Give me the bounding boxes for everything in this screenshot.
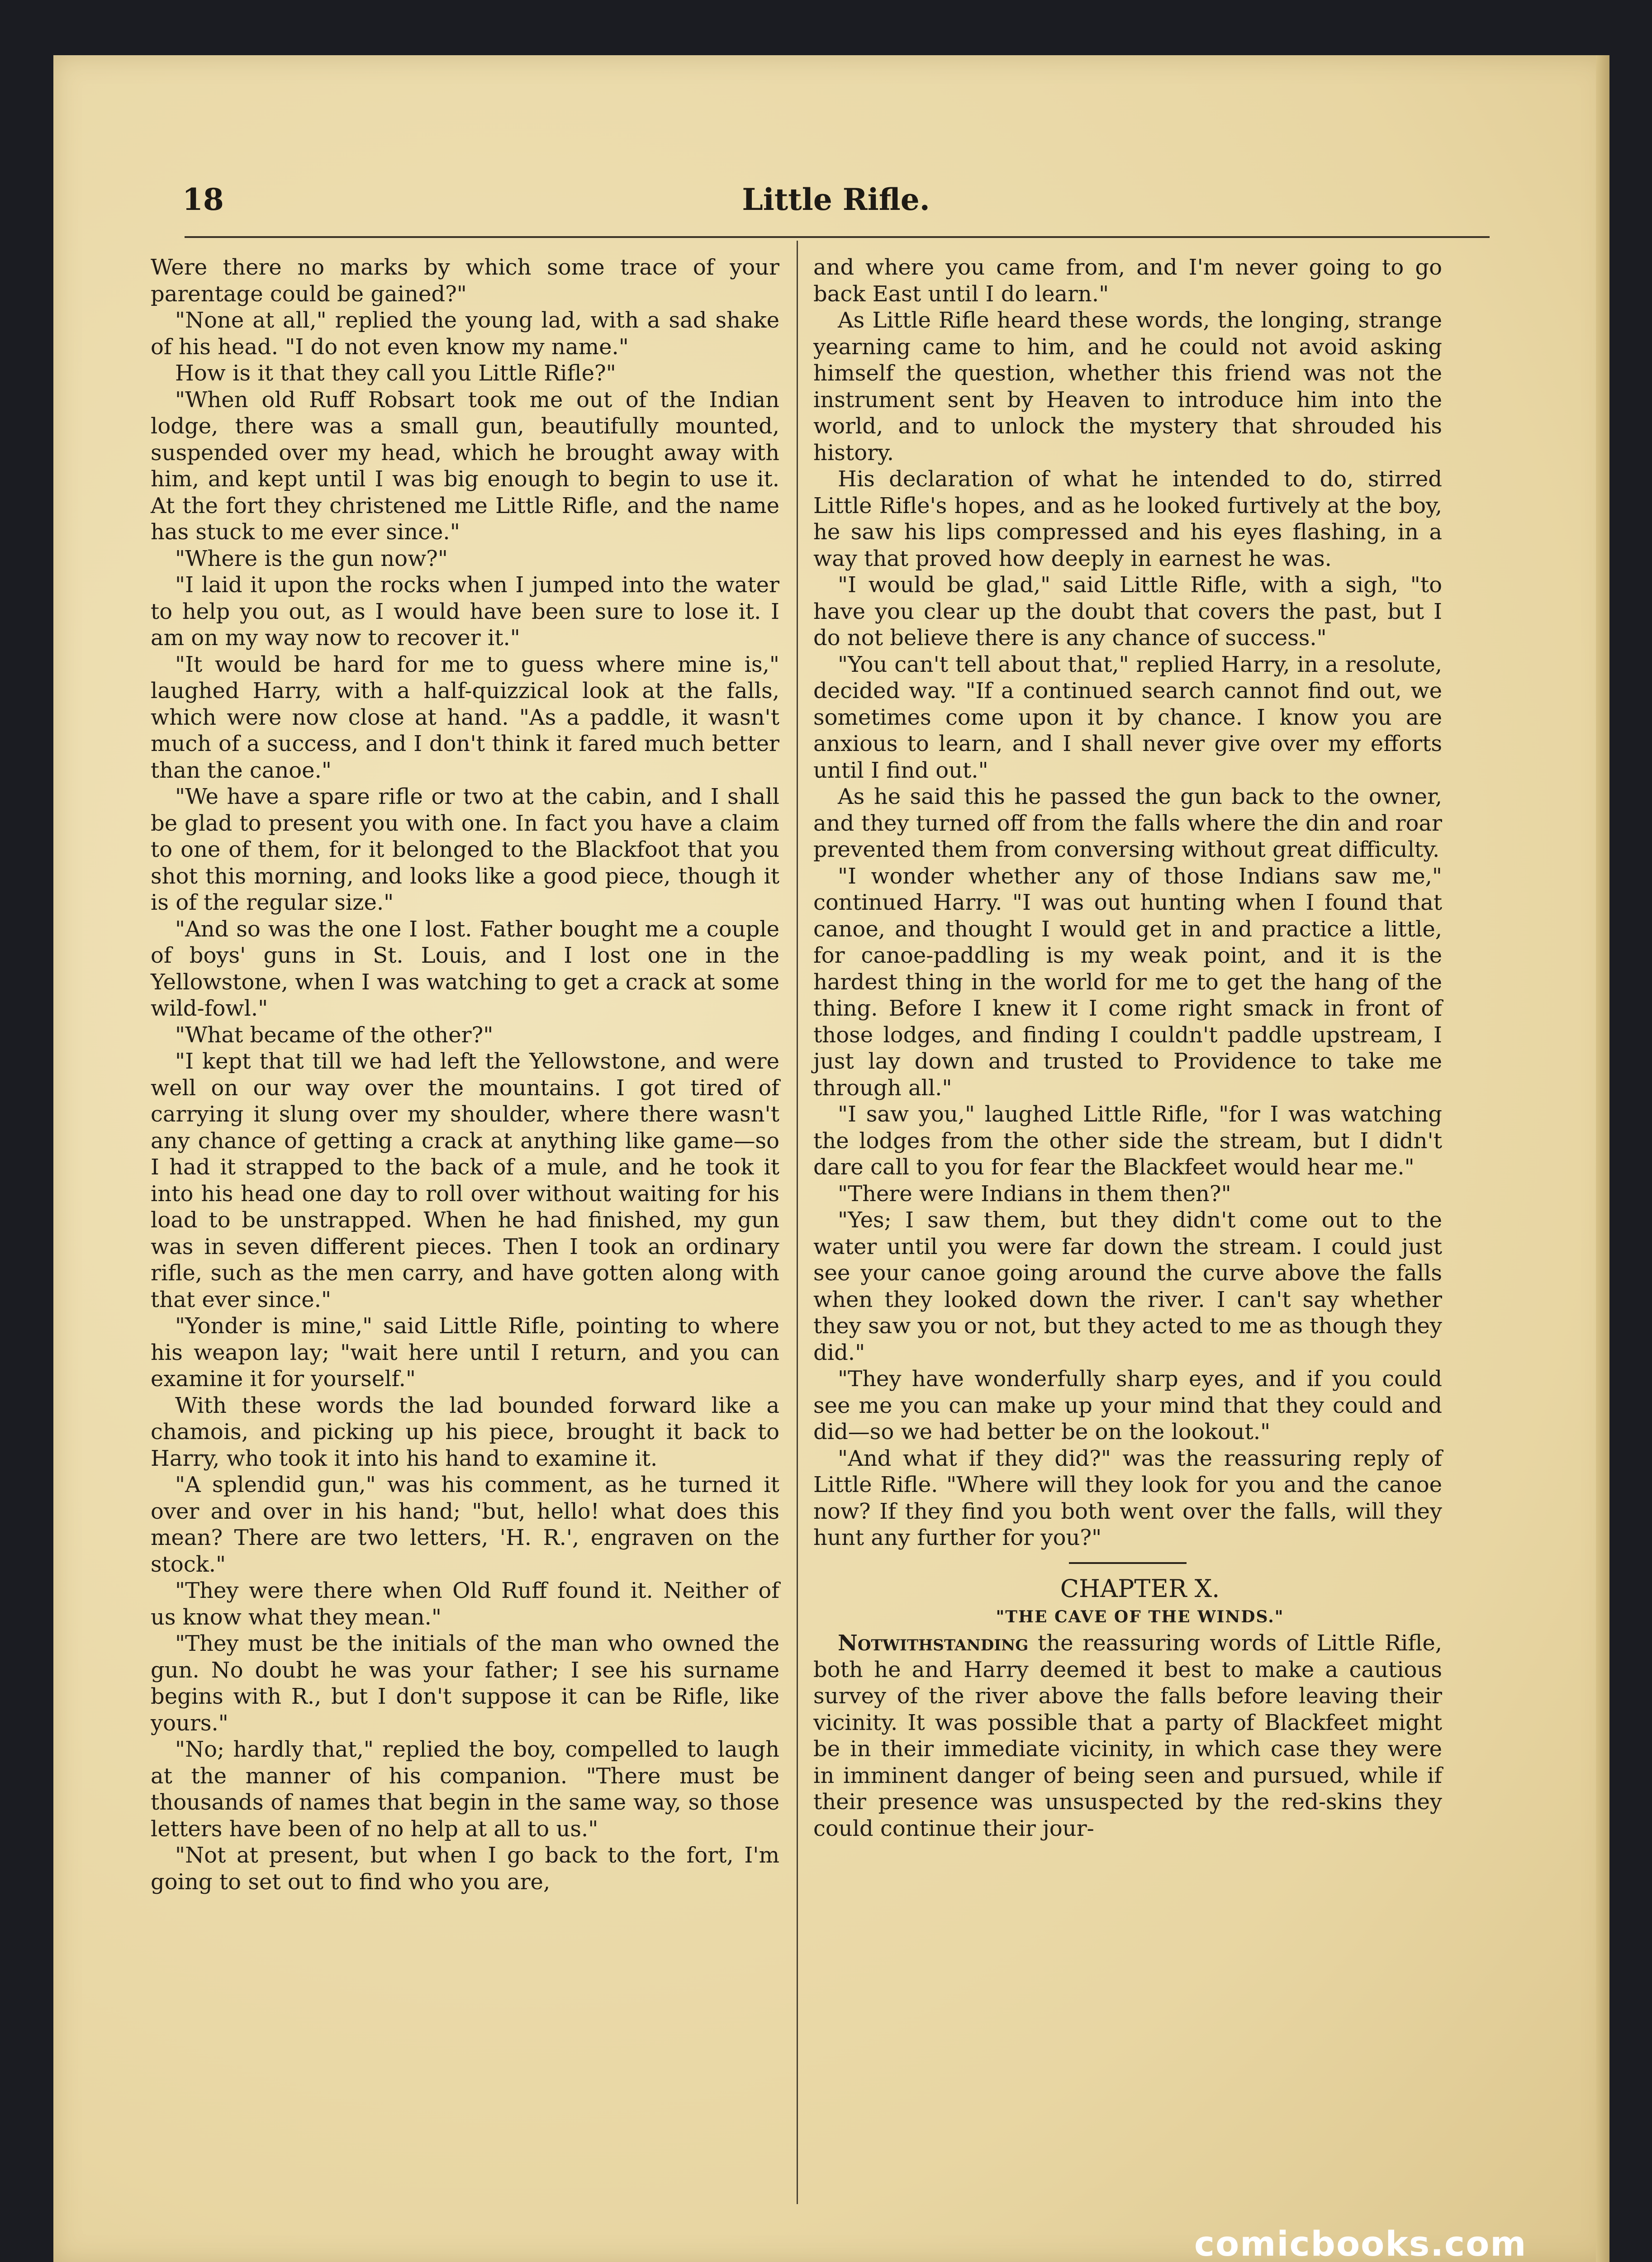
column-divider <box>797 241 798 2204</box>
right-column <box>813 254 1442 1842</box>
paragraph: As he said this he passed the gun back to the owner, and they turned off from the falls where the din and roar prevented them from conversing without great difficulty. <box>813 784 1442 862</box>
paragraph: "When old Ruff Robsart took me out of the Indian lodge, there was a small gun, beautifully mounted, suspended over my head, which he brought away with him, and kept until I was big enough to begin to use it. At the fort they christened me Little Rifle, and the name has stuck to me ever since." <box>151 387 779 545</box>
paragraph: "And what if they did?" was the reassuring reply of Little Rifle. "Where will they look for you and the canoe now? If they find you both went over the falls, will they hunt any further for you?" <box>813 1445 1442 1550</box>
paragraph: "I wonder whether any of those Indians saw me," continued Harry. "I was out hunting when I found that canoe, and thought I would get in and practice a little, for canoe-paddling is my weak point, and it is the hardest thing in the world for me to get the hang of the thing. Before I knew it I come right smack in front of those lodges, and finding I couldn't paddle upstream, I just lay down and trusted to Providence to take me through all." <box>813 863 1442 1101</box>
paragraph: "Yonder is mine," said Little Rifle, pointing to where his weapon lay; "wait here until I return, and you can examine it for yourself." <box>151 1313 779 1392</box>
paragraph: "Yes; I saw them, but they didn't come out to the water until you were far down the stream. I could just see your canoe going around the curve above the falls when they looked down the river. I can't say whether they saw you or not, but they acted to me as though they did." <box>813 1207 1442 1365</box>
chapter-lead-word: Notwithstanding <box>838 1630 1029 1656</box>
paragraph: "No; hardly that," replied the boy, compelled to laugh at the manner of his companion. "There must be thousands of names that begin in the same way, so those letters have been of no help at all to us." <box>151 1737 779 1842</box>
paragraph: "It would be hard for me to guess where mine is," laughed Harry, with a half-quizzical look at the falls, which were now close at hand. "As a paddle, it wasn't much of a success, and I don't think it fared much better than the canoe." <box>151 651 779 783</box>
page-edge <box>1596 55 1609 2262</box>
chapter-subtitle: "THE CAVE OF THE WINDS." <box>996 1607 1284 1626</box>
paragraph: "They must be the initials of the man who owned the gun. No doubt he was your father; I see his surname begins with R., but I don't suppose it can be Rifle, like yours." <box>151 1631 779 1736</box>
paragraph: How is it that they call you Little Rifle?" <box>175 361 616 386</box>
paragraph: "We have a spare rifle or two at the cabin, and I shall be glad to present you with one. In fact you have a claim to one of them, for it belonged to the Blackfoot that you shot this morning, and looks like a good piece, though it is of the regular size." <box>151 784 779 915</box>
paragraph: "They were there when Old Ruff found it. Neither of us know what they mean." <box>151 1578 779 1630</box>
paragraph: His declaration of what he intended to do, stirred Little Rifle's hopes, and as he looked furtively at the boy, he saw his lips compressed and his eyes flashing, in a way that proved how deeply in earnest he was. <box>813 466 1442 571</box>
paragraph: Were there no marks by which some trace of your parentage could be gained?" <box>151 255 779 307</box>
paragraph: As Little Rifle heard these words, the longing, strange yearning came to him, and he could not avoid asking himself the question, whether this friend was not the instrument sent by Heaven to introduce him into the world, and to unlock the mystery that shrouded his history. <box>813 308 1442 466</box>
left-column <box>151 254 779 1895</box>
paragraph: "I saw you," laughed Little Rifle, "for I was watching the lodges from the other side the stream, but I didn't dare call to you for fear the Blackfeet would hear me." <box>813 1102 1442 1180</box>
paragraph: "And so was the one I lost. Father bought me a couple of boys' guns in St. Louis, and I lost one in the Yellowstone, when I was watching to get a crack at some wild-fowl." <box>151 916 779 1021</box>
paragraph: "Not at present, but when I go back to the fort, I'm going to set out to find who you are, <box>151 1843 779 1895</box>
watermark: comicbooks.com <box>1194 2224 1527 2262</box>
paragraph: "They have wonderfully sharp eyes, and if you could see me you can make up your mind that they could and did—so we had better be on the lookout." <box>813 1366 1442 1445</box>
paragraph: "None at all," replied the young lad, with a sad shake of his head. "I do not even know my name." <box>151 308 779 360</box>
paragraph: "You can't tell about that," replied Harry, in a resolute, decided way. "If a continued search cannot find out, we sometimes come upon it by chance. I know you are anxious to learn, and I shall never give over my efforts until I find out." <box>813 651 1442 783</box>
paragraph: and where you came from, and I'm never going to go back East until I do learn." <box>813 255 1442 307</box>
paragraph: "I laid it upon the rocks when I jumped into the water to help you out, as I would have been sure to lose it. I am on my way now to recover it." <box>151 572 779 651</box>
page-header <box>182 182 1490 236</box>
paragraph: With these words the lad bounded forward like a chamois, and picking up his piece, brought it back to Harry, who took it into his hand to examine it. <box>151 1392 779 1471</box>
paragraph: "What became of the other?" <box>175 1022 494 1048</box>
chapter-first-paragraph <box>813 1630 1442 1842</box>
paragraph: "I kept that till we had left the Yellowstone, and were well on our way over the mountains. I got tired of carrying it slung over my shoulder, where there wasn't any chance of getting a crack at anything like game—so I had it strapped to the back of a mule, and he took it into his head one day to roll over without waiting for his load to be unstrapped. When he had finished, my gun was in seven different pieces. Then I took an ordinary rifle, such as the men carry, and have gotten along with that ever since." <box>151 1049 779 1312</box>
paragraph: "There were Indians in them then?" <box>838 1181 1231 1207</box>
header-rule <box>185 236 1490 238</box>
book-page <box>53 55 1609 2262</box>
chapter-paragraph-text: the reassuring words of Little Rifle, both he and Harry deemed it best to make a cautious survey of the river above the falls before leaving their vicinity. It was possible that a party of Blackfeet might be in their immediate vicinity, in which case they were in imminent danger of being seen and pursued, while if their presence was unsuspected by the red-skins they could continue their jour- <box>813 1630 1442 1841</box>
chapter-heading: CHAPTER X. <box>1060 1574 1220 1603</box>
page-number: 18 <box>182 182 224 217</box>
running-title: Little Rifle. <box>742 182 930 217</box>
chapter-rule <box>1069 1562 1187 1564</box>
paragraph: "Where is the gun now?" <box>175 546 448 571</box>
paragraph: "A splendid gun," was his comment, as he turned it over and over in his hand; "but, hello! what does this mean? There are two letters, 'H. R.', engraven on the stock." <box>151 1472 779 1577</box>
paragraph: "I would be glad," said Little Rifle, with a sigh, "to have you clear up the doubt that covers the past, but I do not believe there is any chance of success." <box>813 572 1442 651</box>
